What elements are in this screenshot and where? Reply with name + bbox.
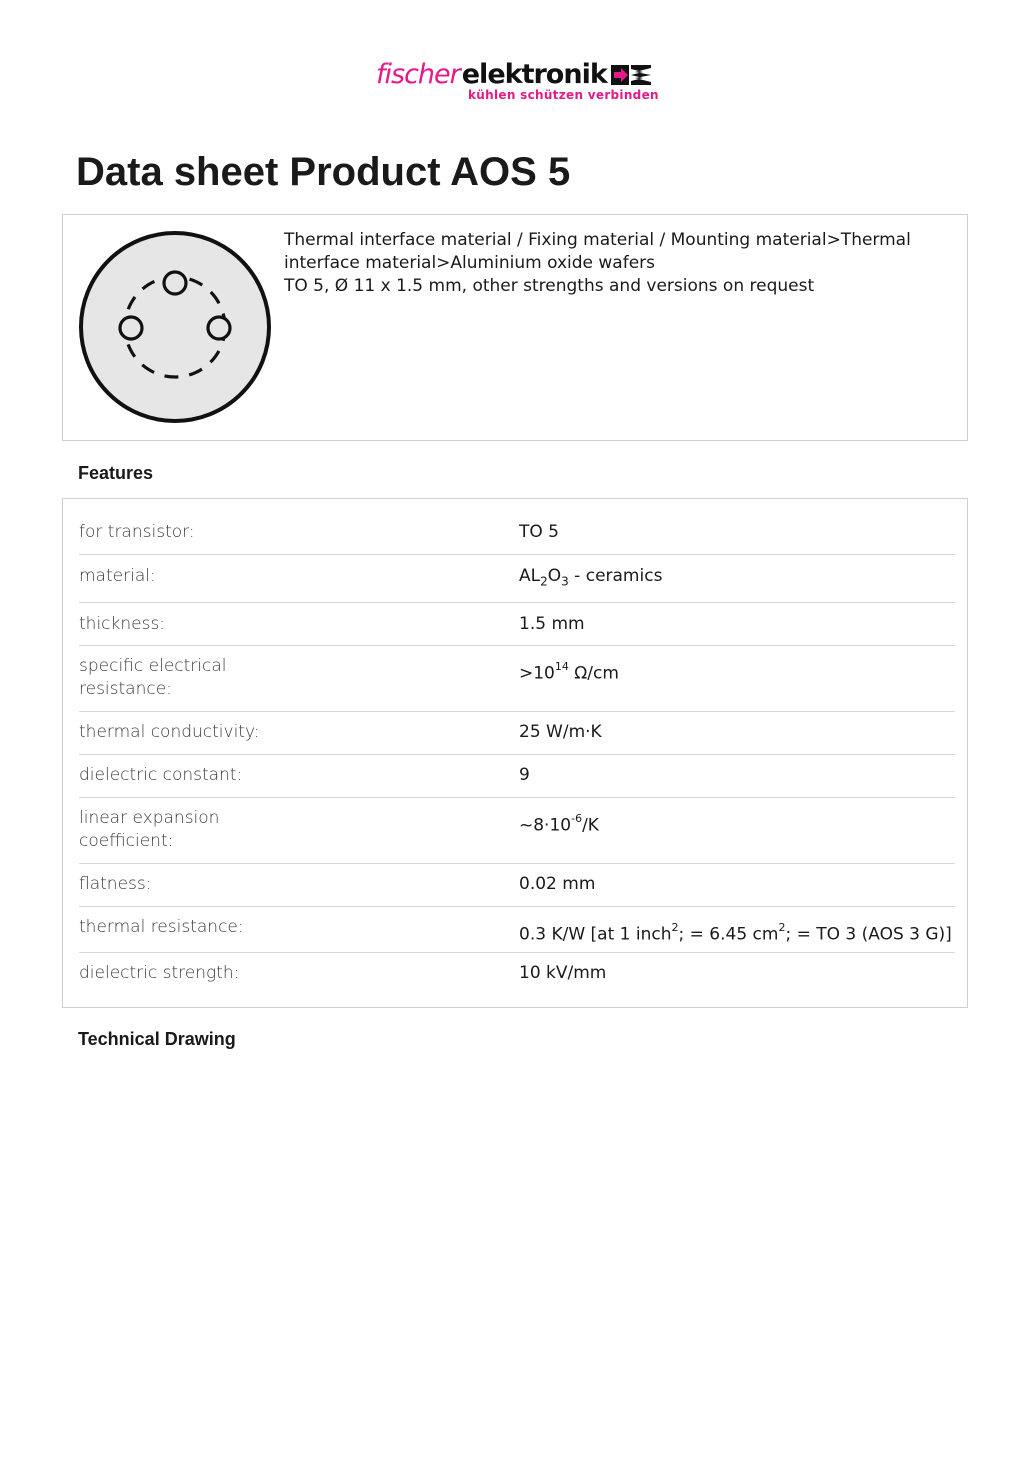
feature-row-linear-expansion: [79, 798, 955, 864]
feature-row-material: [79, 555, 955, 603]
description-line: interface material>Aluminium oxide wafers: [284, 253, 655, 273]
description-line: Thermal interface material / Fixing material / Mounting material>Thermal: [284, 230, 911, 250]
features-table: [62, 498, 968, 1008]
feature-label: thickness:: [79, 614, 166, 634]
aos5-wafer-icon: [77, 229, 273, 425]
feature-row-thermal-conductivity: [79, 712, 955, 755]
feature-label: linear expansion coefficient:: [79, 808, 220, 851]
feature-value: 0.02 mm: [519, 874, 596, 894]
feature-label: dielectric constant:: [79, 765, 243, 785]
feature-row-flatness: [79, 864, 955, 907]
brand-slogan: kühlen schützen verbinden: [468, 88, 659, 102]
description-line: TO 5, Ø 11 x 1.5 mm, other strengths and versions on request: [284, 276, 815, 296]
feature-value: 10 kV/mm: [519, 963, 607, 983]
feature-value: 0.3 K/W [at 1 inch$^2$; = 6.45 $cm^2$; = TO 3 (AOS 3 G)]: [519, 921, 952, 945]
feature-label: dielectric strength:: [79, 963, 240, 983]
product-description: [284, 229, 944, 298]
feature-value: $\sim 8\cdot 10^{-6}/K$: [519, 812, 599, 836]
feature-label: flatness:: [79, 874, 152, 894]
feature-row-thermal-resistance: [79, 907, 955, 953]
feature-label: material:: [79, 566, 156, 586]
feature-value: 1.5 mm: [519, 614, 585, 634]
feature-row-dielectric-strength: [79, 953, 955, 997]
feature-value: $AL_2O_3$ - ceramics: [519, 566, 663, 589]
feature-label: specific electrical resistance:: [79, 656, 227, 699]
feature-row-transistor: [79, 511, 955, 555]
page-title: Data sheet Product AOS 5: [76, 150, 571, 194]
feature-label: thermal resistance:: [79, 917, 244, 937]
brand-name-fischer: fischer: [376, 59, 460, 90]
technical-drawing-heading: Technical Drawing: [78, 1029, 236, 1049]
feature-row-thickness: [79, 603, 955, 646]
brand-arrow-icon: [611, 63, 651, 87]
features-heading: Features: [78, 463, 154, 483]
feature-row-specific-resistance: [79, 646, 955, 712]
product-summary-box: [62, 214, 968, 441]
feature-label: for transistor:: [79, 522, 195, 542]
brand-name-elektronik: elektronik: [461, 59, 607, 90]
feature-value: TO 5: [519, 522, 559, 542]
feature-value: 25 W/m·K: [519, 722, 602, 742]
brand-logo: [376, 60, 658, 106]
feature-value: 9: [519, 765, 530, 785]
feature-row-dielectric-constant: [79, 755, 955, 798]
feature-label: thermal conductivity:: [79, 722, 260, 742]
feature-value: $>10^{14}$ Ω/cm: [519, 660, 619, 684]
